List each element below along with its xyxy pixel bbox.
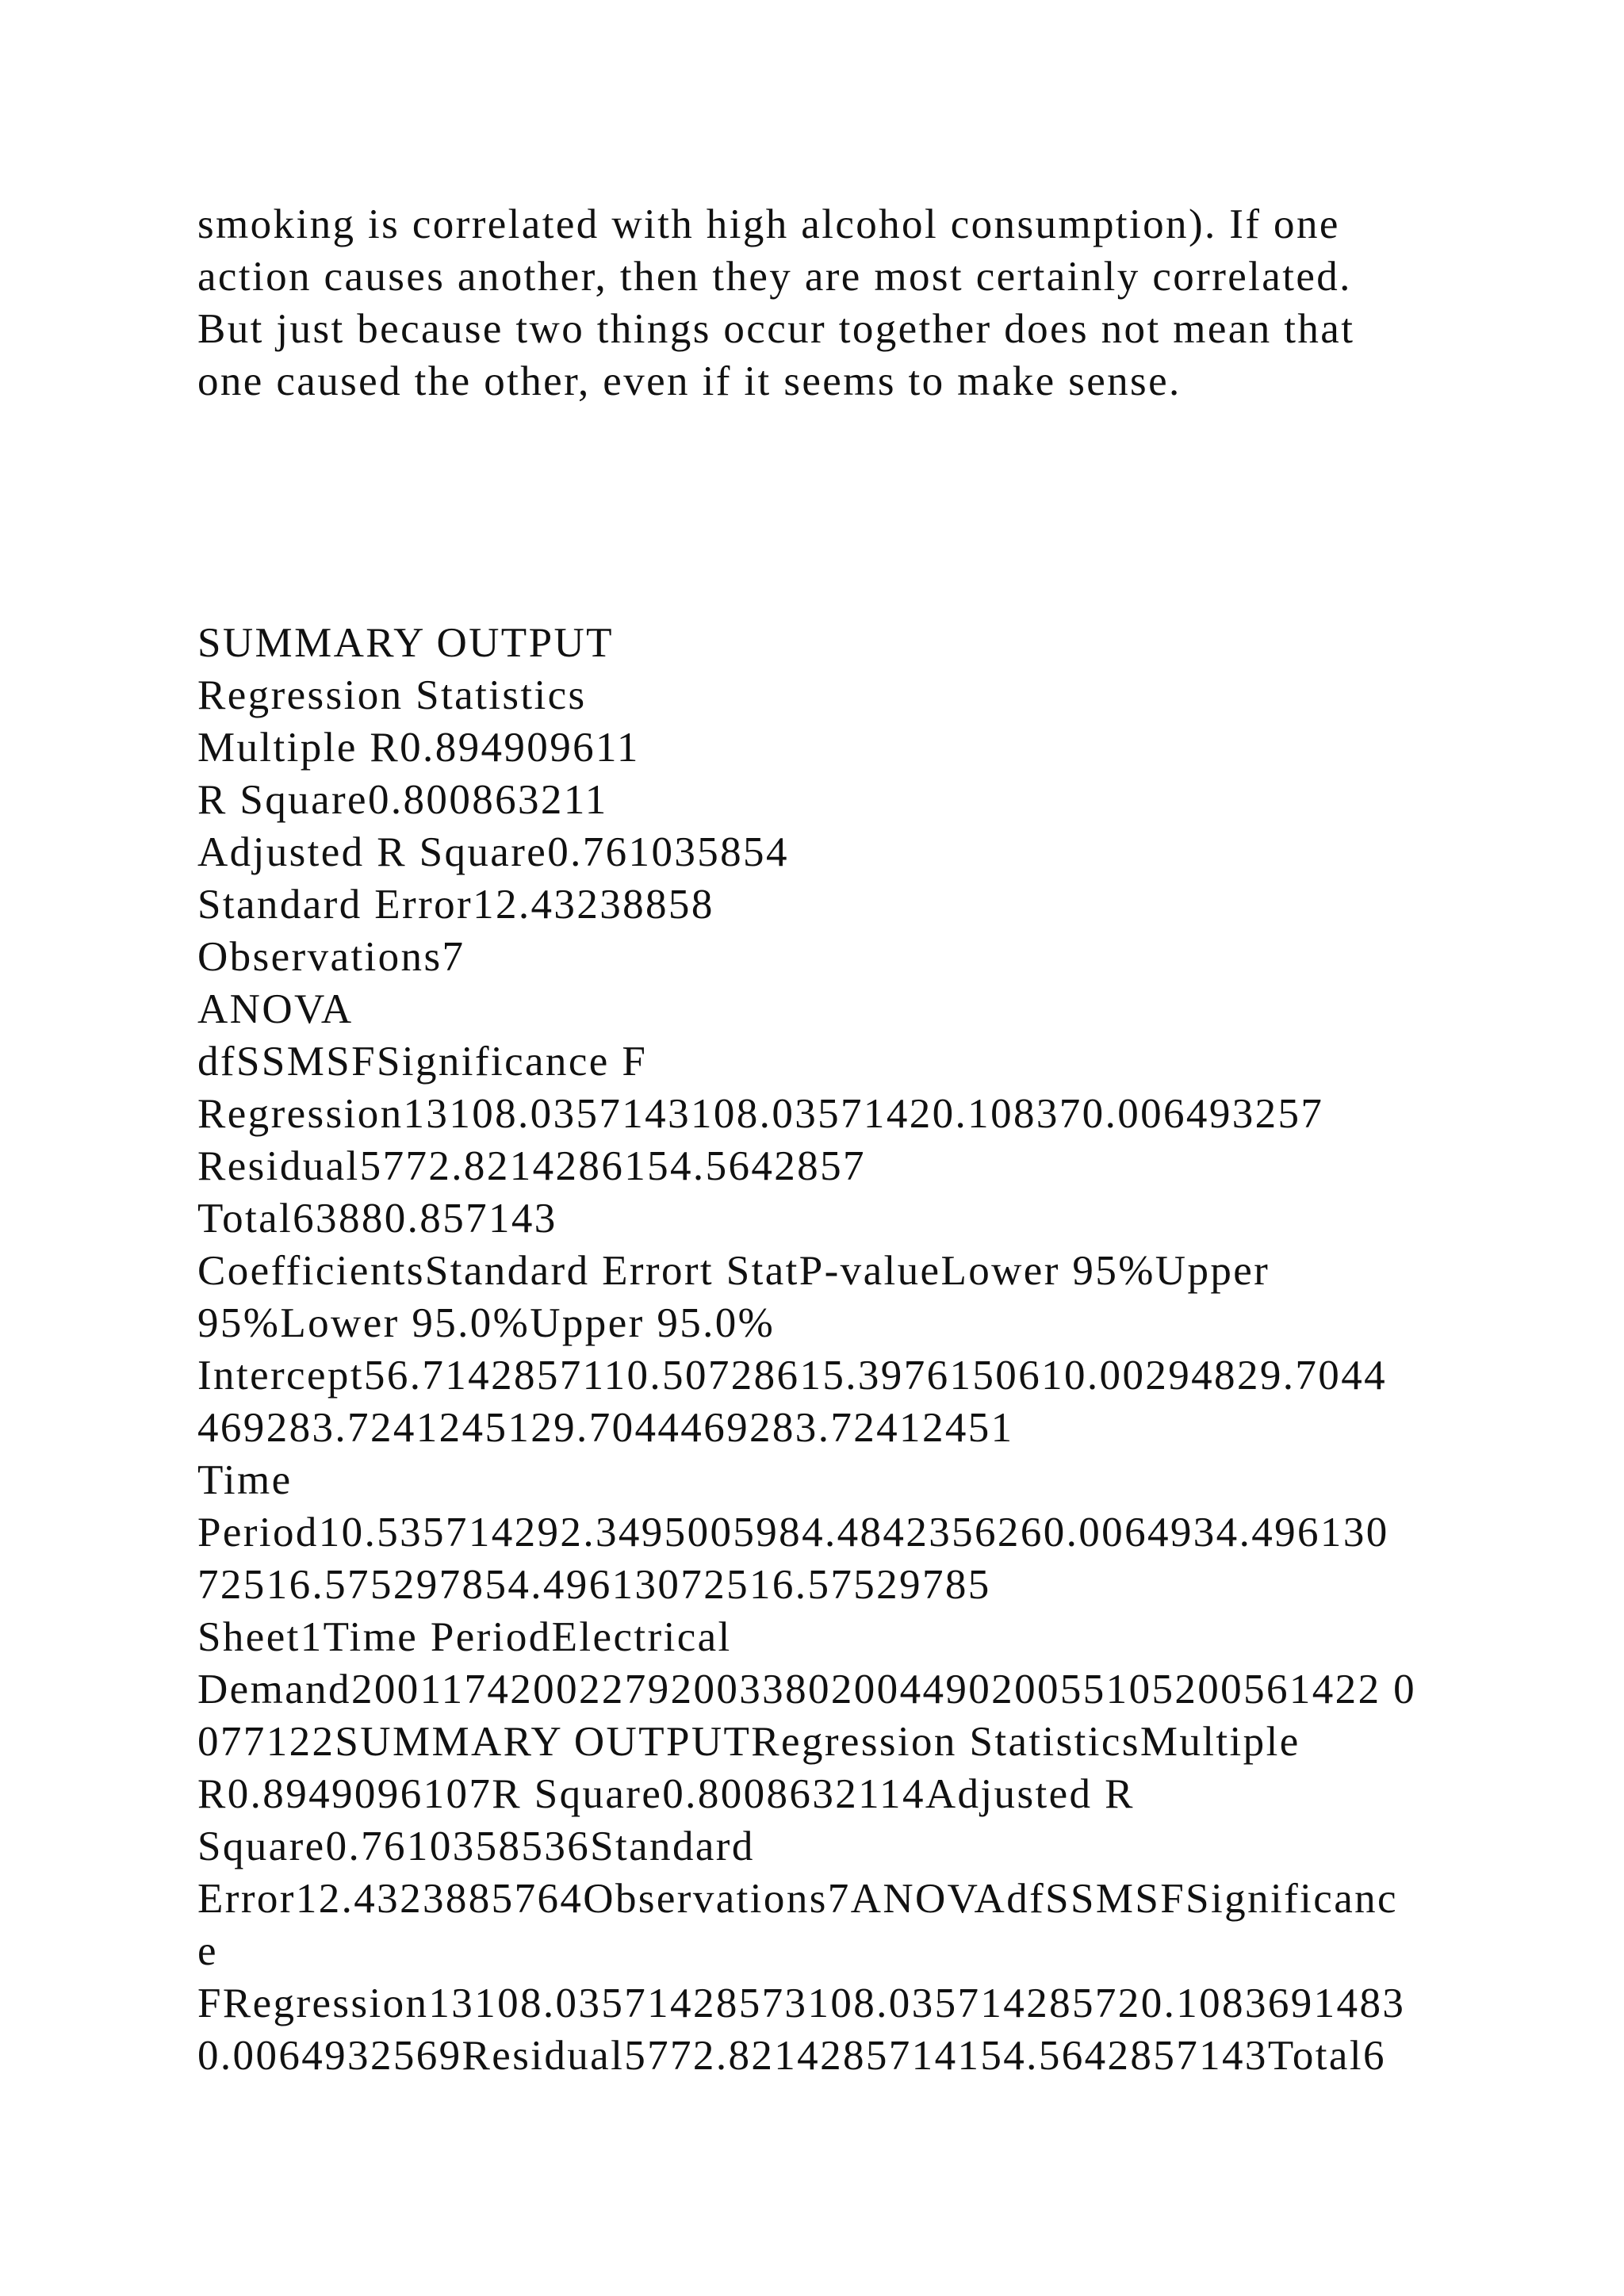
summary-line: R0.8949096107R Square0.8008632114Adjusted R [197,1771,1135,1817]
summary-line: ANOVA [197,986,354,1032]
intro-line: smoking is correlated with high alcohol consumption). If one [197,201,1340,247]
summary-line: 469283.7241245129.7044469283.72412451 [197,1405,1014,1451]
summary-line: Total63880.857143 [197,1196,557,1242]
summary-line: FRegression13108.03571428573108.035714285720.1083691483 [197,1980,1406,2026]
summary-line: 0.0064932569Residual5772.8214285714154.5642857143Total6 [197,2033,1386,2079]
intro-line: But just because two things occur together does not mean that [197,306,1355,352]
summary-line: Standard Error12.43238858 [197,882,714,928]
summary-line: dfSSMSFSignificance F [197,1039,648,1085]
summary-line: R Square0.800863211 [197,777,608,823]
summary-line: Regression13108.0357143108.03571420.108370.006493257 [197,1091,1324,1137]
summary-line: Demand200117420022792003380200449020055105200561422 0 [197,1667,1417,1712]
summary-line: 95%Lower 95.0%Upper 95.0% [197,1300,776,1346]
summary-line: Regression Statistics [197,672,587,718]
summary-line: Sheet1Time PeriodElectrical [197,1614,732,1660]
intro-line: one caused the other, even if it seems to make sense. [197,358,1182,404]
summary-line: Adjusted R Square0.761035854 [197,829,789,875]
summary-line: Multiple R0.894909611 [197,725,640,771]
summary-line: Period10.535714292.3495005984.4842356260.0064934.496130 [197,1510,1389,1556]
summary-line: Residual5772.8214286154.5642857 [197,1143,866,1189]
summary-line: 077122SUMMARY OUTPUTRegression StatisticsMultiple [197,1719,1300,1765]
summary-line: Square0.7610358536Standard [197,1823,755,1869]
summary-line: Observations7 [197,934,465,980]
summary-line: Error12.4323885764Observations7ANOVAdfSSMSFSignificanc [197,1876,1398,1922]
summary-output-heading: SUMMARY OUTPUT [197,620,614,666]
summary-line: e [197,1928,218,1974]
intro-line: action causes another, then they are most certainly correlated. [197,254,1352,300]
summary-line: 72516.575297854.49613072516.57529785 [197,1562,991,1608]
summary-line: CoefficientsStandard Errort StatP-valueLower 95%Upper [197,1248,1270,1294]
summary-line: Intercept56.7142857110.50728615.3976150610.00294829.7044 [197,1353,1388,1399]
summary-line: Time [197,1457,293,1503]
